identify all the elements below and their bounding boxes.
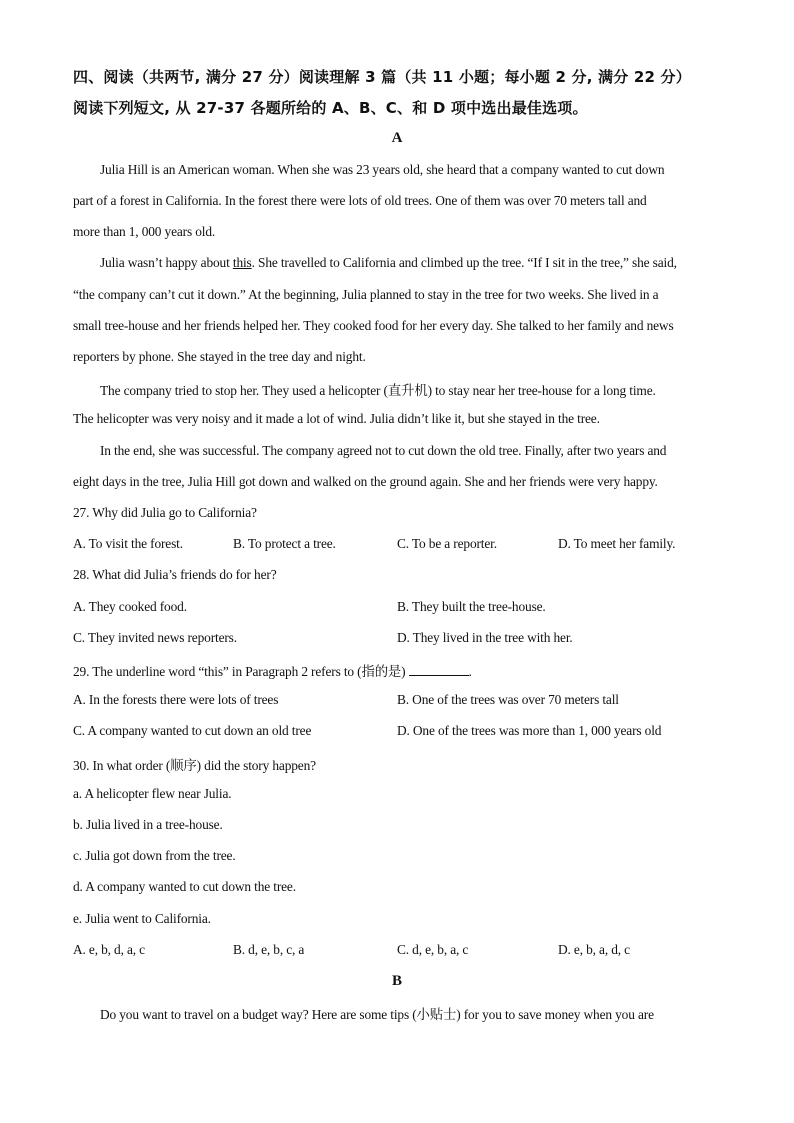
section-header-line1: 四、阅读（共两节, 满分 27 分）阅读理解 3 篇（共 11 小题；每小题 2 分, 满分 22 分）	[73, 68, 691, 86]
passage-a-p3-line2: The helicopter was very noisy and it made a lot of wind. Julia didn’t like it, but she stayed in the tree.	[73, 411, 600, 426]
passage-a-label: A	[391, 130, 403, 146]
question-28: 28. What did Julia’s friends do for her?	[73, 567, 277, 582]
question-30: 30. In what order (顺序) did the story happen?	[73, 758, 316, 773]
passage-a-p2-line1	[100, 255, 677, 271]
q27-option-c[interactable]: C. To be a reporter.	[397, 536, 497, 551]
passage-a-p4-line2: eight days in the tree, Julia Hill got down and walked on the ground again. She and her friends were very happy.	[73, 474, 658, 489]
passage-a-p2-line4: reporters by phone. She stayed in the tree day and night.	[73, 349, 366, 364]
passage-a-p3-line1: The company tried to stop her. They used a helicopter (直升机) to stay near her tree-house for a long time.	[100, 383, 656, 398]
q28-option-b[interactable]: B. They built the tree-house.	[397, 599, 546, 614]
q30-item-e: e. Julia went to California.	[73, 911, 211, 926]
q30-item-b: b. Julia lived in a tree-house.	[73, 817, 223, 832]
question-27: 27. Why did Julia go to California?	[73, 505, 257, 520]
question-29	[73, 661, 472, 680]
passage-a-p4-line1: In the end, she was successful. The company agreed not to cut down the old tree. Finally, after two years and	[100, 443, 667, 458]
section-header-line2: 阅读下列短文, 从 27-37 各题所给的 A、B、C、和 D 项中选出最佳选项。	[73, 99, 588, 117]
passage-b-label: B	[391, 973, 402, 989]
q30-option-d[interactable]: D. e, b, a, d, c	[558, 942, 630, 957]
q28-option-d[interactable]: D. They lived in the tree with her.	[397, 630, 573, 645]
answer-blank	[409, 665, 469, 676]
q30-item-d: d. A company wanted to cut down the tree.	[73, 879, 296, 894]
q28-option-c[interactable]: C. They invited news reporters.	[73, 630, 237, 645]
q28-option-a[interactable]: A. They cooked food.	[73, 599, 187, 614]
p2-rest: . She travelled to California and climbed up the tree. “If I sit in the tree,” she said,	[251, 255, 677, 270]
q30-option-a[interactable]: A. e, b, d, a, c	[73, 942, 145, 957]
passage-a-p2-line2: “the company can’t cut it down.” At the beginning, Julia planned to stay in the tree for two weeks. She lived in a	[73, 287, 659, 302]
q29-option-c[interactable]: C. A company wanted to cut down an old tree	[73, 723, 312, 738]
q30-option-c[interactable]: C. d, e, b, a, c	[397, 942, 469, 957]
p2-start: Julia wasn’t happy about	[100, 255, 233, 270]
passage-a-p1-line1: Julia Hill is an American woman. When she was 23 years old, she heard that a company wanted to cut down	[100, 162, 665, 177]
q27-option-b[interactable]: B. To protect a tree.	[233, 536, 336, 551]
underlined-word-this: this	[232, 255, 252, 270]
q30-item-c: c. Julia got down from the tree.	[73, 848, 236, 863]
q29-option-b[interactable]: B. One of the trees was over 70 meters tall	[397, 692, 619, 707]
passage-a-p1-line3: more than 1, 000 years old.	[73, 224, 216, 239]
passage-b-p1-line1: Do you want to travel on a budget way? Here are some tips (小贴士) for you to save money when you are	[100, 1007, 654, 1022]
q29-option-d[interactable]: D. One of the trees was more than 1, 000 years old	[397, 723, 662, 738]
q27-option-a[interactable]: A. To visit the forest.	[73, 536, 183, 551]
q29-text: 29. The underline word “this” in Paragraph 2 refers to (指的是)	[73, 664, 406, 679]
q30-option-b[interactable]: B. d, e, b, c, a	[233, 942, 305, 957]
q27-option-d[interactable]: D. To meet her family.	[558, 536, 676, 551]
passage-a-p1-line2: part of a forest in California. In the forest there were lots of old trees. One of them was over 70 meters tall and	[73, 193, 647, 208]
passage-a-p2-line3: small tree-house and her friends helped her. They cooked food for her every day. She talked to her family and news	[73, 318, 674, 333]
q30-item-a: a. A helicopter flew near Julia.	[73, 786, 232, 801]
q29-end: .	[468, 664, 472, 679]
q29-option-a[interactable]: A. In the forests there were lots of trees	[73, 692, 279, 707]
